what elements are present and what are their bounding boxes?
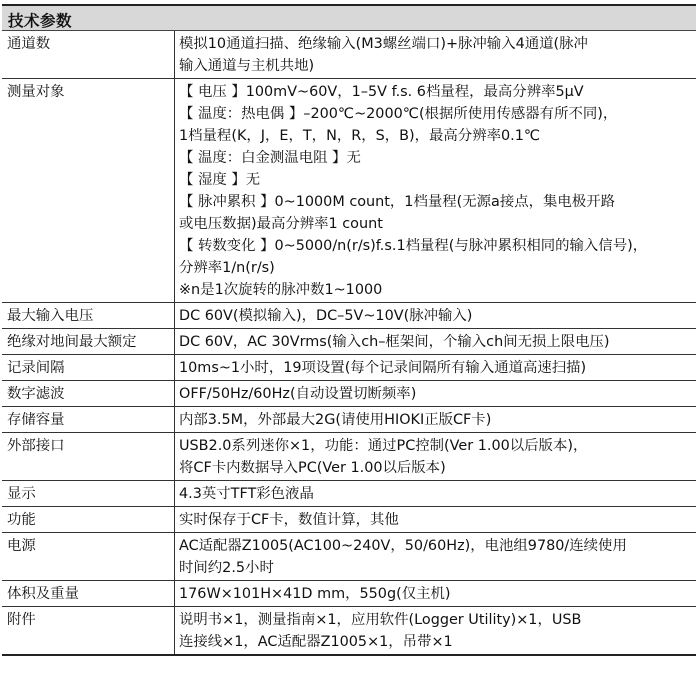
spec-key: 通道数	[2, 31, 175, 79]
table-row	[2, 381, 696, 407]
spec-value-line: 【 温度：白金测温电阻 】无	[179, 150, 361, 166]
spec-value	[175, 303, 697, 329]
spec-key: 数字滤波	[2, 381, 175, 407]
table-row	[2, 355, 696, 381]
spec-value-line: 或电压数据)最高分辨率1 count	[179, 216, 383, 232]
spec-value-line: 【 湿度 】无	[179, 172, 261, 188]
spec-value	[175, 355, 697, 381]
spec-key: 电源	[2, 533, 175, 581]
spec-key: 记录间隔	[2, 355, 175, 381]
table-row	[2, 507, 696, 533]
spec-table	[2, 31, 696, 656]
spec-value-line: DC 60V，AC 30Vrms(输入ch–框架间，个输入ch间无损上限电压)	[179, 334, 610, 350]
spec-value-line: 10ms~1小时，19项设置(每个记录间隔所有输入通道高速扫描)	[179, 360, 587, 376]
table-row	[2, 31, 696, 79]
spec-value	[175, 481, 697, 507]
spec-value-line: ※n是1次旋转的脉冲数1~1000	[179, 282, 383, 298]
spec-value-line: 分辨率1/n(r/s)	[179, 260, 275, 276]
spec-key: 附件	[2, 607, 175, 656]
spec-value	[175, 533, 697, 581]
spec-value	[175, 381, 697, 407]
spec-value-line: 将CF卡内数据导入PC(Ver 1.00以后版本)	[179, 460, 446, 476]
spec-value	[175, 407, 697, 433]
section-title: 技术参数	[8, 12, 73, 30]
spec-value-line: 时间约2.5小时	[179, 560, 274, 576]
spec-value	[175, 329, 697, 355]
spec-value-line: 输入通道与主机共地)	[179, 58, 315, 74]
spec-key: 体积及重量	[2, 581, 175, 607]
spec-value-line: 1档量程(K，J，E，T，N，R，S，B)，最高分辨率0.1℃	[179, 128, 541, 144]
table-row	[2, 607, 696, 656]
spec-value-line: 【 电压 】100mV~60V，1–5V f.s. 6档量程，最高分辨率5μV	[179, 84, 584, 100]
spec-key: 测量对象	[2, 79, 175, 303]
spec-value	[175, 507, 697, 533]
spec-key: 显示	[2, 481, 175, 507]
spec-value-line: AC适配器Z1005(AC100~240V，50/60Hz)，电池组9780/连续使用	[179, 538, 627, 554]
spec-value	[175, 433, 697, 481]
spec-key: 存储容量	[2, 407, 175, 433]
spec-value-line: 内部3.5M，外部最大2G(请使用HIOKI正版CF卡)	[179, 412, 492, 428]
spec-value-line: 【 脉冲累积 】0~1000M count，1档量程(无源a接点，集电极开路	[179, 194, 615, 210]
table-row	[2, 329, 696, 355]
spec-key: 最大输入电压	[2, 303, 175, 329]
spec-value	[175, 79, 697, 303]
spec-value-line: 实时保存于CF卡，数值计算，其他	[179, 512, 399, 528]
spec-value-line: 176W×101H×41D mm，550g(仅主机)	[179, 586, 451, 602]
table-row	[2, 533, 696, 581]
spec-value	[175, 581, 697, 607]
table-row	[2, 407, 696, 433]
table-row	[2, 79, 696, 303]
spec-value-line: 说明书×1，测量指南×1，应用软件(Logger Utility)×1，USB	[179, 612, 582, 628]
table-row	[2, 433, 696, 481]
table-row	[2, 303, 696, 329]
title-bar	[2, 4, 696, 31]
spec-key: 绝缘对地间最大额定	[2, 329, 175, 355]
spec-value-line: USB2.0系列迷你×1，功能：通过PC控制(Ver 1.00以后版本)，	[179, 438, 588, 454]
spec-value-line: DC 60V(模拟输入)，DC–5V~10V(脉冲输入)	[179, 308, 473, 324]
table-row	[2, 581, 696, 607]
spec-value-line: 【 温度：热电偶 】–200℃~2000℃(根据所使用传感器有所不同)，	[179, 106, 618, 122]
table-row	[2, 481, 696, 507]
spec-value-line: 模拟10通道扫描、绝缘输入(M3螺丝端口)+脉冲输入4通道(脉冲	[179, 36, 588, 52]
spec-key: 外部接口	[2, 433, 175, 481]
spec-value-line: 连接线×1，AC适配器Z1005×1，吊带×1	[179, 634, 453, 650]
spec-value-line: OFF/50Hz/60Hz(自动设置切断频率)	[179, 386, 417, 402]
spec-value-line: 4.3英寸TFT彩色液晶	[179, 486, 314, 502]
spec-table-body	[2, 31, 696, 655]
spec-key: 功能	[2, 507, 175, 533]
spec-value-line: 【 转数变化 】0~5000/n(r/s)f.s.1档量程(与脉冲累积相同的输入信号)，	[179, 238, 648, 254]
spec-value	[175, 31, 697, 79]
spec-value	[175, 607, 697, 656]
